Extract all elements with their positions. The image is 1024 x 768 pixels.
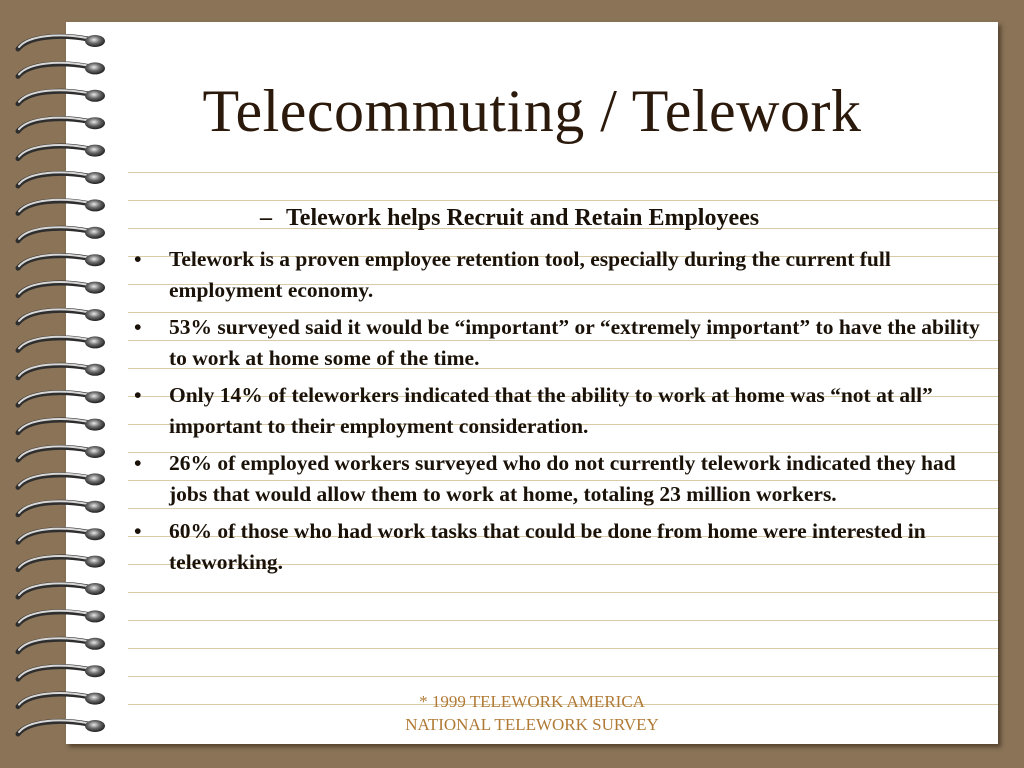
ruled-line bbox=[128, 620, 998, 621]
bullet-marker: • bbox=[134, 519, 142, 543]
binding-ring bbox=[18, 254, 105, 268]
bullet-item bbox=[132, 312, 992, 373]
binding-ring bbox=[18, 309, 105, 323]
binding-ring bbox=[18, 172, 105, 186]
slide-title: Telecommuting / Telework bbox=[202, 78, 862, 144]
bullet-item bbox=[132, 516, 992, 577]
binding-ring bbox=[18, 227, 105, 241]
binding-ring bbox=[18, 364, 105, 378]
binding-ring bbox=[18, 282, 105, 296]
ruled-line bbox=[128, 592, 998, 593]
binding-ring bbox=[18, 199, 105, 213]
footnote-line-1: * 1999 TELEWORK AMERICA bbox=[419, 692, 645, 711]
bullet-marker: • bbox=[134, 383, 142, 407]
binding-ring bbox=[18, 35, 105, 49]
bullet-list bbox=[132, 244, 992, 584]
bullet-item bbox=[132, 380, 992, 441]
bullet-item bbox=[132, 244, 992, 305]
binding-ring bbox=[18, 391, 105, 405]
binding-ring bbox=[18, 638, 105, 652]
ruled-line bbox=[128, 648, 998, 649]
binding-ring bbox=[18, 665, 105, 679]
ruled-line bbox=[128, 676, 998, 677]
ruled-line bbox=[128, 200, 998, 201]
bullet-marker: • bbox=[134, 315, 142, 339]
bullet-text: 60% of those who had work tasks that could be done from home were interested in teleworking. bbox=[169, 519, 926, 574]
binding-ring bbox=[18, 556, 105, 570]
bullet-text: 53% surveyed said it would be “important” or “extremely important” to have the ability to work at home some of the time. bbox=[169, 315, 980, 370]
binding-ring bbox=[18, 501, 105, 515]
binding-ring bbox=[18, 336, 105, 350]
subheading-text: Telework helps Recruit and Retain Employees bbox=[286, 205, 760, 231]
binding-ring bbox=[18, 62, 105, 76]
bullet-marker: • bbox=[134, 451, 142, 475]
binding-ring bbox=[18, 473, 105, 487]
dash-marker: – bbox=[260, 205, 272, 231]
bullet-text: 26% of employed workers surveyed who do not currently telework indicated they had jobs that would allow them to work at home, totaling 23 million workers. bbox=[169, 451, 956, 506]
binding-ring bbox=[18, 446, 105, 460]
bullet-item bbox=[132, 448, 992, 509]
binding-ring bbox=[18, 610, 105, 624]
binding-ring bbox=[18, 583, 105, 597]
binding-ring bbox=[18, 528, 105, 542]
bullet-text: Only 14% of teleworkers indicated that the ability to work at home was “not at all” important to their employment consideration. bbox=[169, 383, 933, 438]
bullet-marker: • bbox=[134, 247, 142, 271]
subheading bbox=[260, 205, 759, 232]
binding-ring bbox=[18, 145, 105, 159]
source-footnote bbox=[66, 690, 998, 736]
bullet-text: Telework is a proven employee retention tool, especially during the current full employment economy. bbox=[169, 247, 891, 302]
ruled-line bbox=[128, 172, 998, 173]
footnote-line-2: NATIONAL TELEWORK SURVEY bbox=[405, 715, 659, 734]
binding-ring bbox=[18, 419, 105, 433]
